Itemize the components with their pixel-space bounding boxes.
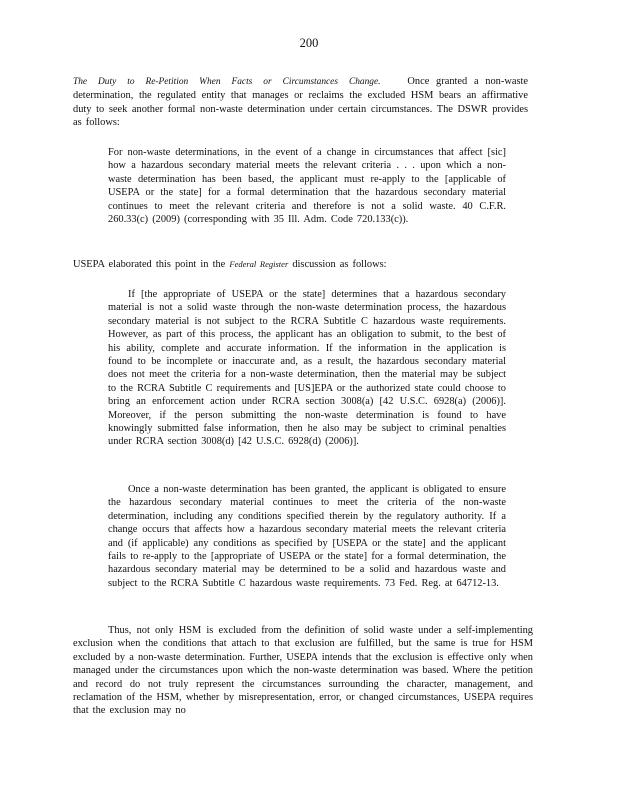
- body-paragraph: Thus, not only HSM is excluded from the definition of solid waste under a self-implementing exclusion when the conditions that attach to that exclusion are fulfilled, but the same is true for HSM excluded by a non-waste determination. Further, USEPA intends that the exclusion is effective only when managed under the circumstances upon which the non-waste determination was based. Where the petition and record do not truly represent the circumstances surrounding the character, management, and reclamation of the HSM, whether by misrepresentation, error, or changed circumstances, USEPA requires that the exclusion may no: [73, 625, 533, 717]
- section-heading: The Duty to Re-Petition When Facts or Circumstances Change.: [73, 77, 381, 87]
- block-quote-regulation: For non-waste determinations, in the event of a change in circumstances that affect [sic] how a hazardous secondary material meets the relevant criteria . . . upon which a non-waste determination has been based, the applicant must re-apply to the [applicable of USEPA or the state] for a formal determination that the hazardous secondary material continues to meet the relevant criteria and therefore is not a solid waste. 40 C.F.R. 260.33(c) (2009) (corresponding with 35 Ill. Adm. Code 720.133(c)).: [108, 147, 506, 226]
- lead-in-paragraph: [73, 258, 528, 271]
- lead-in-italic: Federal Register: [229, 259, 289, 269]
- intro-text: Once granted a non-waste determination, the regulated entity that manages or reclaims the excluded HSM bears an affirmative duty to seek another formal non-waste determination under certain circumstances. The DSWR provides as follows:: [73, 76, 528, 129]
- block-quote-federal-register-2: Once a non-waste determination has been granted, the applicant is obligated to ensure the hazardous secondary material continues to meet the criteria of the non-waste determination, including any conditions specified therein by the regulatory authority. If a change occurs that affects how a hazardous secondary material meets the relevant criteria and (if applicable) any conditions as specified by [USEPA or the state] and the applicant fails to re-apply to the [appropriate of USEPA or the state] for a formal determination, the hazardous secondary material may be determined to be a solid and hazardous waste and subject to the RCRA Subtitle C hazardous waste requirements. 73 Fed. Reg. at 64712-13.: [108, 484, 506, 589]
- page-number: 200: [299, 36, 319, 50]
- lead-in-before: USEPA elaborated this point in the: [73, 259, 230, 270]
- block-quote-federal-register-1: If [the appropriate of USEPA or the state] determines that a hazardous secondary material is not a solid waste through the non-waste determination process, the hazardous secondary material is not subject to the RCRA Subtitle C hazardous waste requirements. However, as part of this process, the applicant has an obligation to submit, to the best of his ability, complete and accurate information. If the information in the application is found to be incomplete or inaccurate and, as a result, the hazardous secondary material does not meet the criteria for a non-waste determination, then the material may be subject to the RCRA Subtitle C requirements and [US]EPA or the authorized state could choose to bring an enforcement action under RCRA section 3008(a) [42 U.S.C. 6928(a) (2006)]. Moreover, if the person submitting the non-waste determination is found to have knowingly submitted false information, then he also may be subject to criminal penalties under RCRA section 3008(d) [42 U.S.C. 6928(d) (2006)].: [108, 289, 506, 448]
- lead-in-after: discussion as follows:: [288, 259, 387, 270]
- intro-paragraph: [73, 75, 528, 130]
